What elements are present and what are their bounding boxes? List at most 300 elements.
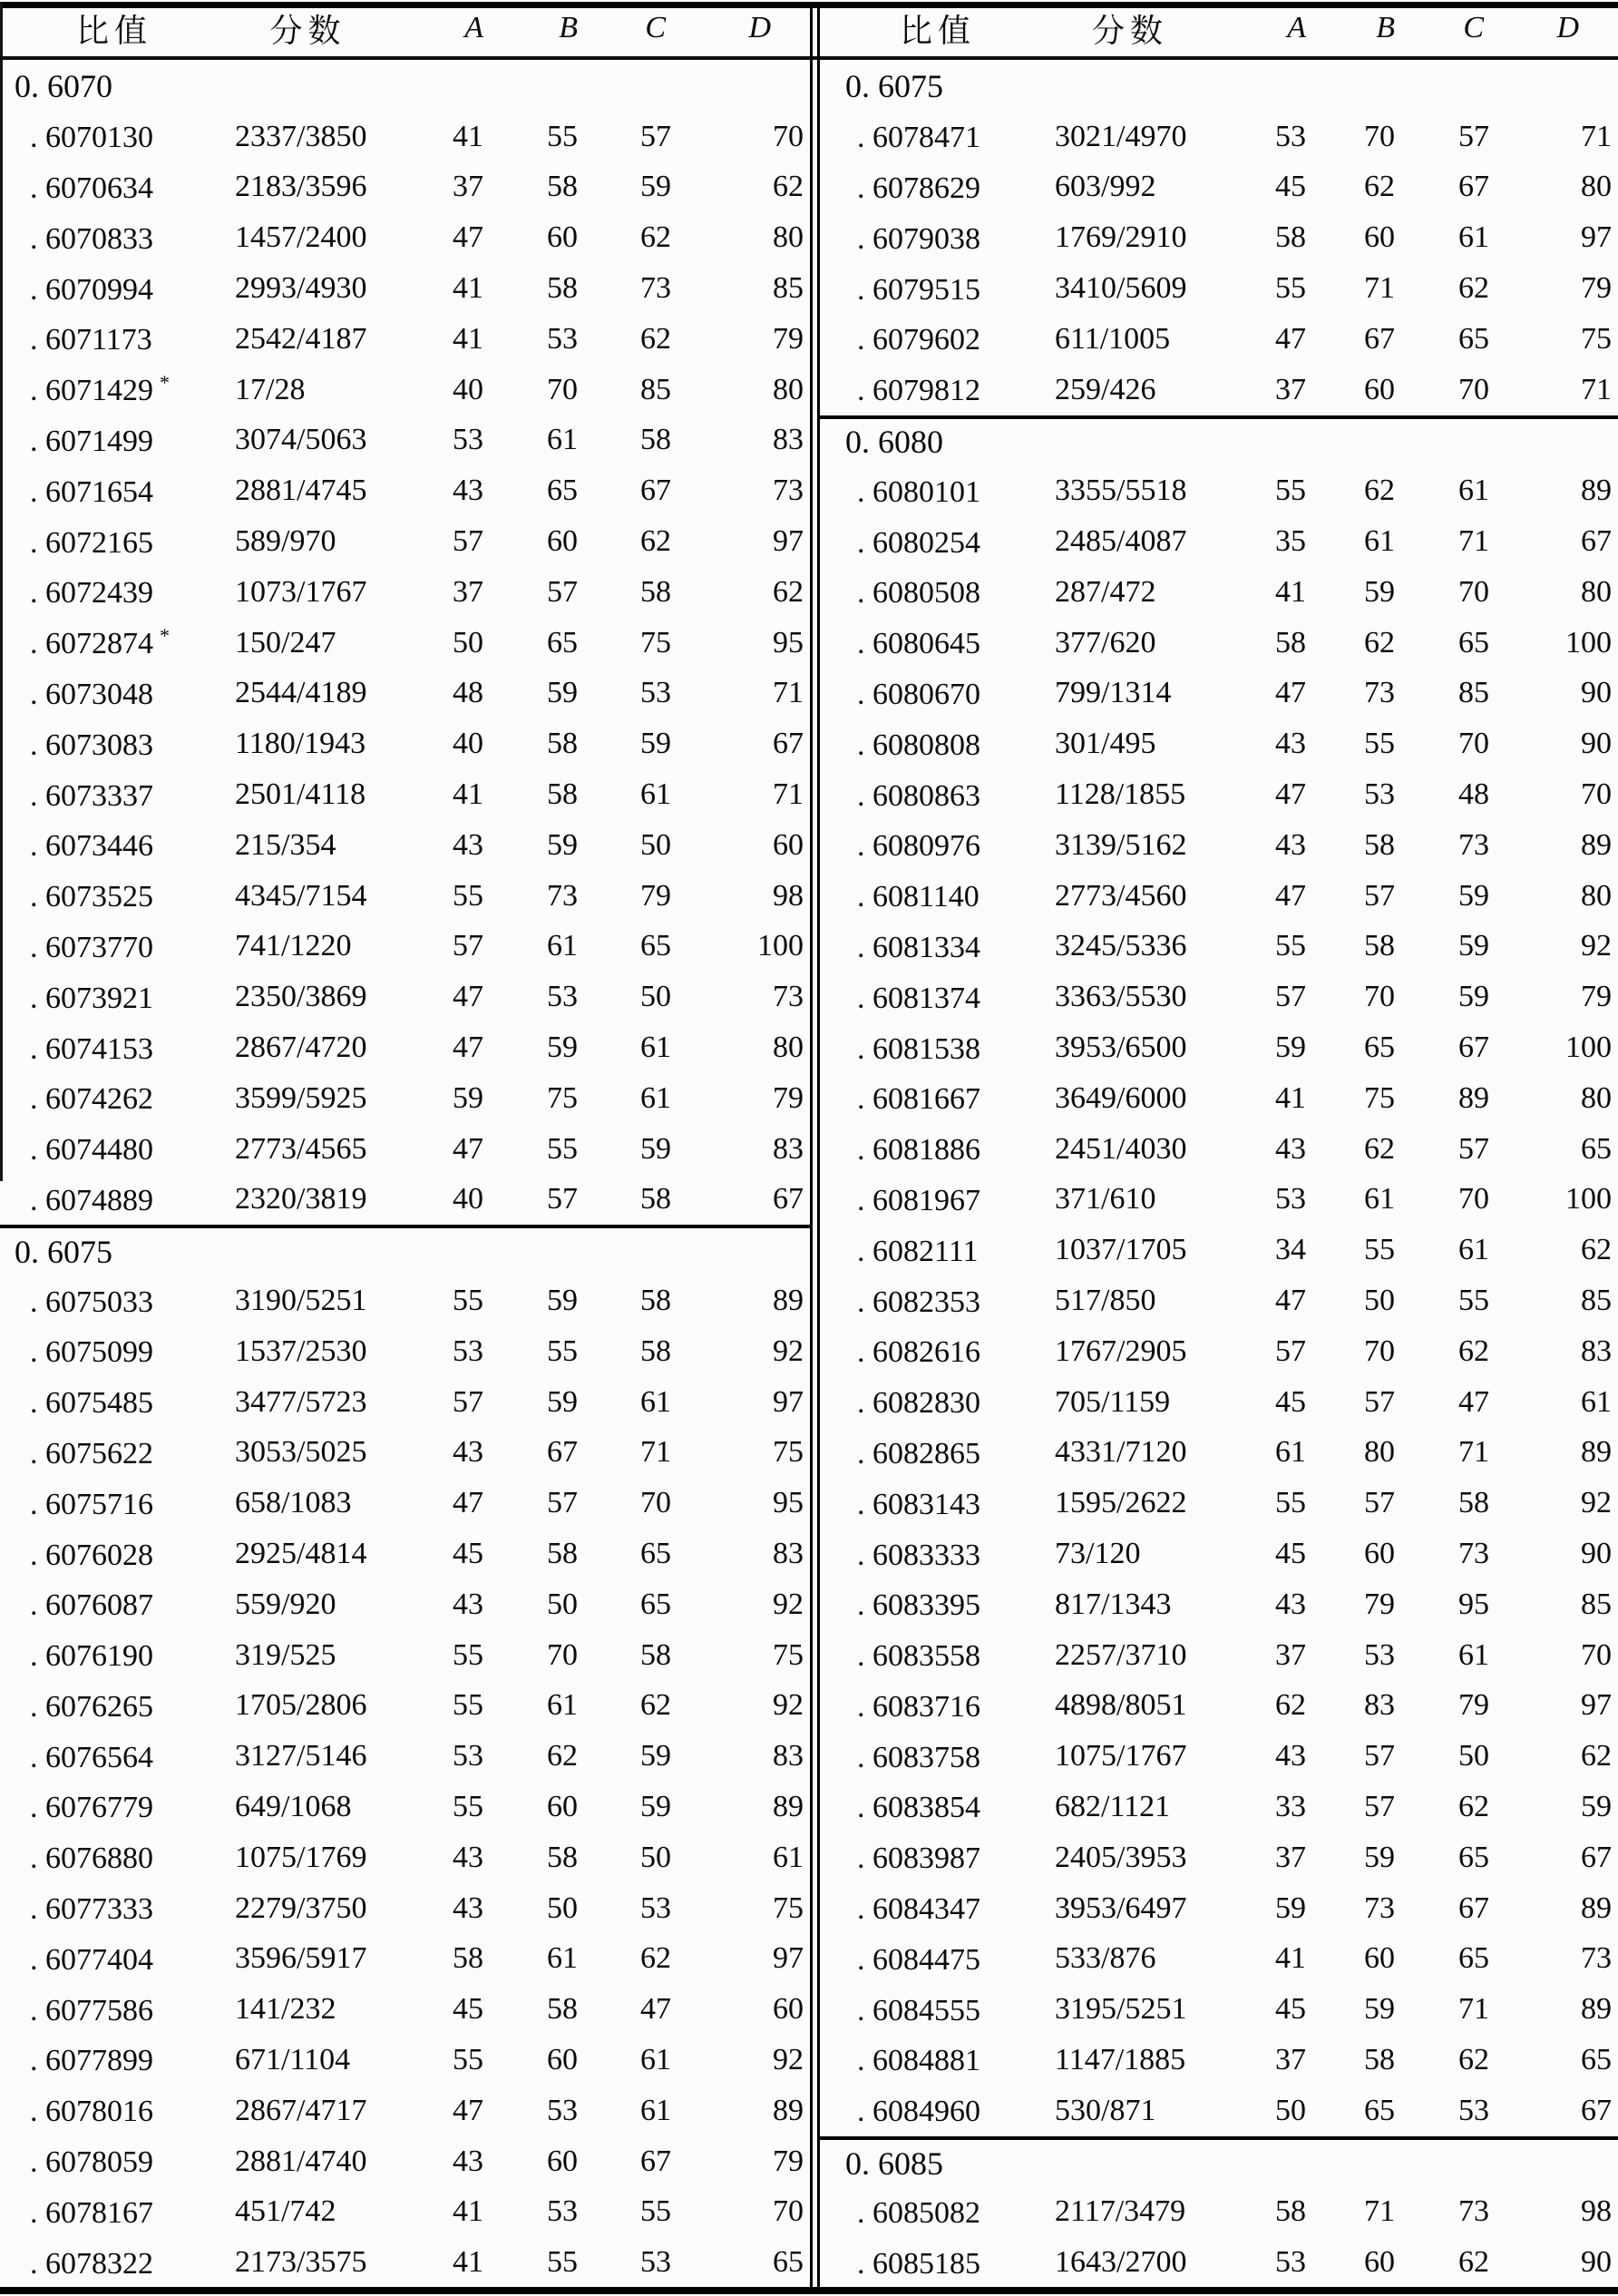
col-a-cell: 47 (453, 1486, 483, 1520)
fraction-cell: 1073/1767 (235, 574, 367, 609)
table-row (820, 2186, 1618, 2237)
ratio-cell (30, 2143, 235, 2180)
table-body-right (820, 61, 1618, 2288)
table-row (0, 465, 810, 516)
col-a-cell: 45 (453, 1537, 483, 1570)
col-b-cell: 53 (547, 980, 578, 1014)
col-a-cell: 41 (453, 271, 483, 306)
col-d-cell: 79 (1581, 271, 1612, 306)
fraction-cell: 658/1083 (235, 1486, 352, 1520)
ratio-cell (857, 1434, 1055, 1471)
col-a-cell: 43 (453, 1891, 483, 1925)
col-a-cell: 57 (1275, 1334, 1306, 1368)
fraction-cell: 1705/2806 (235, 1688, 367, 1723)
ratio-value: . 6073337 (30, 778, 153, 813)
ratio-cell (30, 270, 235, 308)
ratio-value: . 6072439 (30, 576, 153, 611)
table-row (0, 922, 810, 972)
fraction-cell: 73/120 (1055, 1537, 1141, 1570)
col-b-cell: 55 (547, 1334, 578, 1368)
col-a-cell: 55 (1275, 1486, 1306, 1520)
col-d-cell: 89 (773, 1789, 804, 1823)
col-b-cell: 75 (1364, 1080, 1395, 1115)
ratio-cell (30, 1130, 235, 1168)
col-c-cell: 55 (640, 2194, 671, 2229)
ratio-value: . 6083987 (857, 1842, 980, 1876)
col-d-cell: 62 (1581, 1739, 1612, 1773)
col-c-cell: 79 (640, 878, 671, 913)
fraction-cell: 2320/3819 (235, 1182, 367, 1216)
section-header-value: 0. 6085 (845, 2145, 943, 2182)
col-b-cell: 59 (547, 1284, 578, 1318)
ratio-value: . 6076028 (30, 1538, 153, 1572)
col-d-cell: 80 (773, 372, 804, 406)
fraction-cell: 3053/5025 (235, 1435, 367, 1470)
ratio-cell (30, 1890, 235, 1927)
ratio-value: . 6071173 (30, 323, 152, 357)
ratio-cell (30, 826, 235, 864)
col-a-cell: 47 (453, 980, 483, 1014)
section-header-row (0, 1225, 810, 1275)
col-b-cell: 58 (547, 1537, 578, 1570)
col-b-cell: 73 (547, 878, 578, 913)
col-c-cell: 57 (1458, 119, 1489, 153)
table-row (0, 2237, 810, 2288)
ratio-value: . 6070634 (30, 171, 153, 205)
ratio-value: . 6075099 (30, 1335, 153, 1370)
fraction-cell: 287/472 (1055, 574, 1156, 609)
fraction-cell: 4345/7154 (235, 878, 367, 913)
table-right-half (820, 0, 1618, 2296)
col-b-cell: 57 (547, 1486, 578, 1520)
col-d-cell: 89 (1581, 1891, 1612, 1925)
fraction-cell: 1128/1855 (1055, 777, 1186, 812)
col-d-cell: 62 (773, 574, 804, 609)
ratio-cell (857, 118, 1055, 155)
ratio-cell (857, 1586, 1055, 1623)
col-c-cell: 61 (640, 777, 671, 812)
col-a-cell: 41 (453, 777, 483, 812)
fraction-cell: 2773/4560 (1055, 878, 1187, 913)
col-b-cell: 73 (1364, 676, 1395, 710)
col-a-cell: 55 (453, 878, 483, 913)
col-d-cell: 80 (1581, 1080, 1612, 1115)
col-d-cell: 79 (773, 1080, 804, 1115)
col-d-cell: 60 (773, 1992, 804, 2027)
fraction-cell: 2279/3750 (235, 1891, 367, 1925)
ratio-value: . 6073083 (30, 728, 153, 762)
ratio-cell (857, 1738, 1055, 1775)
ratio-value: . 6083854 (857, 1791, 980, 1825)
center-double-divider (810, 2, 820, 2292)
ratio-value: . 6083333 (857, 1538, 980, 1572)
col-d-cell: 92 (1581, 1486, 1612, 1520)
col-c-cell: 53 (640, 2245, 671, 2280)
col-d-cell: 73 (773, 474, 804, 508)
ratio-cell (857, 1890, 1055, 1927)
ratio-cell (30, 1839, 235, 1876)
col-b-cell: 58 (1364, 929, 1395, 963)
table-row (0, 2035, 810, 2086)
col-c-cell: 71 (1458, 1992, 1489, 2027)
col-c-cell: 67 (1458, 170, 1489, 204)
ratio-value: . 6078322 (30, 2246, 153, 2281)
col-a-cell: 45 (1275, 170, 1306, 204)
col-c-cell: 47 (640, 1992, 671, 2027)
col-d-cell: 79 (773, 321, 804, 356)
ratio-value: . 6084960 (857, 2095, 980, 2129)
col-d-cell: 95 (773, 625, 804, 659)
ratio-value: . 6070994 (30, 272, 153, 307)
table-row (0, 516, 810, 567)
ratio-value: . 6085082 (857, 2195, 980, 2230)
fraction-cell: 3021/4970 (1055, 119, 1187, 153)
col-d-cell: 89 (1581, 474, 1612, 508)
ratio-cell (857, 1485, 1055, 1522)
col-d-cell: 67 (773, 727, 804, 761)
ratio-value: . 6075622 (30, 1436, 153, 1470)
table-row (820, 314, 1618, 365)
col-c-cell: 59 (1458, 878, 1489, 913)
ratio-value: . 6083716 (857, 1689, 980, 1724)
table-row (820, 465, 1618, 516)
col-c-cell: 50 (640, 1840, 671, 1874)
col-a-cell: 59 (1275, 1031, 1306, 1065)
ratio-value: . 6076190 (30, 1639, 153, 1674)
fraction-cell: 215/354 (235, 827, 336, 862)
ratio-value: . 6080508 (857, 576, 980, 611)
ratio-value: . 6071499 (30, 424, 153, 458)
ratio-value: . 6080645 (857, 627, 980, 661)
table-row (820, 1579, 1618, 1630)
ratio-value: . 6077404 (30, 1942, 153, 1977)
table-row (820, 1681, 1618, 1732)
col-a-cell: 58 (1275, 2194, 1306, 2229)
col-d-cell: 89 (1581, 1992, 1612, 2027)
col-d-cell: 97 (1581, 220, 1612, 255)
col-a-cell: 45 (453, 1992, 483, 2027)
col-d-cell: 61 (773, 1840, 804, 1874)
ratio-value: . 6084475 (857, 1942, 980, 1977)
col-c-cell: 95 (1458, 1587, 1489, 1621)
ratio-cell (857, 573, 1055, 611)
ratio-cell (30, 1586, 235, 1623)
col-b-cell: 80 (1364, 1435, 1395, 1470)
col-d-cell: 98 (1581, 2194, 1612, 2229)
table-row (820, 263, 1618, 314)
col-d-cell: 70 (1581, 1637, 1612, 1672)
col-d-cell: 61 (1581, 1384, 1612, 1419)
fraction-cell: 3477/5723 (235, 1384, 367, 1419)
fraction-cell: 451/742 (235, 2194, 336, 2229)
table-row (0, 1933, 810, 1984)
table-row (0, 871, 810, 922)
col-a-cell: 43 (453, 474, 483, 508)
col-a-cell: 45 (1275, 1992, 1306, 2027)
fraction-cell: 3953/6500 (1055, 1031, 1187, 1065)
col-c-cell: 67 (1458, 1891, 1489, 1925)
col-c-cell: 89 (1458, 1080, 1489, 1115)
col-c-cell: 50 (640, 980, 671, 1014)
section-header-row (820, 61, 1618, 112)
col-a-cell: 47 (1275, 777, 1306, 812)
col-b-cell: 60 (1364, 1537, 1395, 1570)
col-b-cell: 57 (547, 1182, 578, 1216)
header-col-a: A (464, 11, 483, 44)
col-d-cell: 71 (1581, 119, 1612, 153)
column-header-row (0, 0, 810, 56)
ratio-cell (857, 371, 1055, 408)
ratio-cell (857, 320, 1055, 357)
ratio-cell (30, 1687, 235, 1724)
col-c-cell: 59 (640, 1739, 671, 1773)
table-row (820, 567, 1618, 618)
col-b-cell: 60 (1364, 220, 1395, 255)
fraction-cell: 2117/3479 (1055, 2194, 1186, 2229)
fraction-cell: 301/495 (1055, 727, 1156, 761)
section-header-value: 0. 6075 (845, 67, 943, 104)
table-row (0, 162, 810, 213)
col-b-cell: 73 (1364, 1891, 1395, 1925)
ratio-value: . 6080101 (857, 474, 980, 509)
col-d-cell: 73 (1581, 1941, 1612, 1976)
header-ratio-label: 比值 (899, 12, 976, 49)
col-a-cell: 43 (1275, 1131, 1306, 1166)
col-b-cell: 58 (547, 727, 578, 761)
col-c-cell: 53 (640, 1891, 671, 1925)
fraction-cell: 799/1314 (1055, 676, 1172, 710)
col-c-cell: 61 (640, 1080, 671, 1115)
col-c-cell: 50 (1458, 1739, 1489, 1773)
ratio-cell (857, 726, 1055, 763)
table-row (0, 972, 810, 1022)
table-row (0, 1529, 810, 1579)
ratio-cell (30, 1383, 235, 1421)
ratio-value: . 6080254 (857, 525, 980, 560)
col-b-cell: 70 (1364, 980, 1395, 1014)
col-b-cell: 59 (1364, 1992, 1395, 2027)
ratio-value: . 6073048 (30, 677, 153, 711)
ratio-value: . 6077586 (30, 1993, 153, 2027)
table-row (0, 415, 810, 466)
bottom-border-rule (0, 2287, 1618, 2294)
ratio-cell (857, 1030, 1055, 1067)
ratio-cell (857, 270, 1055, 308)
col-b-cell: 60 (547, 1789, 578, 1823)
col-c-cell: 50 (640, 827, 671, 862)
fraction-cell: 3139/5162 (1055, 827, 1187, 862)
col-d-cell: 92 (773, 1688, 804, 1723)
col-c-cell: 59 (640, 727, 671, 761)
col-d-cell: 73 (773, 980, 804, 1014)
table-row (0, 2186, 810, 2237)
col-b-cell: 61 (547, 1688, 578, 1723)
col-c-cell: 59 (1458, 929, 1489, 963)
col-d-cell: 80 (1581, 170, 1612, 204)
ratio-cell (30, 422, 235, 459)
col-d-cell: 79 (773, 2144, 804, 2178)
table-row (820, 618, 1618, 669)
table-row (820, 1529, 1618, 1579)
table-row (0, 1832, 810, 1883)
table-row (820, 1124, 1618, 1175)
ratio-cell (30, 1788, 235, 1825)
ratio-value: . 6082865 (857, 1436, 980, 1470)
table-row (820, 2035, 1618, 2086)
fraction-cell: 2773/4565 (235, 1131, 367, 1166)
col-d-cell: 80 (773, 220, 804, 255)
table-row (820, 1478, 1618, 1529)
col-d-cell: 97 (1581, 1688, 1612, 1723)
col-c-cell: 61 (640, 1031, 671, 1065)
col-a-cell: 57 (453, 929, 483, 963)
col-b-cell: 58 (1364, 827, 1395, 862)
col-c-cell: 61 (1458, 1637, 1489, 1672)
fraction-cell: 671/1104 (235, 2042, 351, 2076)
col-a-cell: 43 (453, 1840, 483, 1874)
col-b-cell: 57 (1364, 878, 1395, 913)
ratio-cell (857, 826, 1055, 864)
col-a-cell: 53 (453, 423, 483, 457)
ratio-value: . 6075485 (30, 1386, 153, 1421)
col-b-cell: 60 (547, 220, 578, 255)
col-d-cell: 65 (1581, 1131, 1612, 1166)
col-c-cell: 62 (640, 1688, 671, 1723)
col-c-cell: 62 (640, 220, 671, 255)
ratio-value: . 6078629 (857, 171, 980, 205)
table-row (0, 365, 810, 415)
col-d-cell: 100 (757, 929, 804, 963)
fraction-cell: 1595/2622 (1055, 1486, 1187, 1520)
table-row (820, 1883, 1618, 1934)
col-c-cell: 58 (640, 1284, 671, 1318)
ratio-cell (30, 675, 235, 712)
fraction-cell: 1147/1885 (1055, 2042, 1186, 2076)
ratio-cell (30, 1181, 235, 1218)
star-marker: * (160, 371, 170, 395)
fraction-cell: 4331/7120 (1055, 1435, 1187, 1470)
ratio-cell (857, 1991, 1055, 2028)
header-col-b: B (559, 11, 578, 44)
col-c-cell: 58 (640, 1637, 671, 1672)
fraction-cell: 1537/2530 (235, 1334, 367, 1368)
col-a-cell: 37 (1275, 372, 1306, 406)
col-c-cell: 62 (1458, 2245, 1489, 2280)
ratio-cell (30, 1030, 235, 1067)
col-a-cell: 47 (1275, 676, 1306, 710)
col-b-cell: 58 (547, 1840, 578, 1874)
star-marker: * (160, 624, 170, 648)
col-a-cell: 58 (1275, 220, 1306, 255)
table-row (0, 1124, 810, 1175)
fraction-cell: 3127/5146 (235, 1739, 367, 1773)
column-header-row (820, 0, 1618, 56)
table-row (0, 820, 810, 871)
col-b-cell: 62 (1364, 625, 1395, 659)
table-row (0, 1478, 810, 1529)
col-b-cell: 60 (547, 524, 578, 559)
fraction-cell: 3195/5251 (1055, 1992, 1187, 2027)
col-a-cell: 53 (453, 1739, 483, 1773)
ratio-cell (857, 169, 1055, 206)
col-a-cell: 43 (1275, 1739, 1306, 1773)
ratio-cell (857, 1536, 1055, 1573)
col-c-cell: 62 (640, 524, 671, 559)
col-d-cell: 79 (1581, 980, 1612, 1014)
col-b-cell: 83 (1364, 1688, 1395, 1723)
col-c-cell: 71 (1458, 1435, 1489, 1470)
col-a-cell: 57 (453, 524, 483, 559)
col-c-cell: 70 (1458, 574, 1489, 609)
col-c-cell: 62 (1458, 2042, 1489, 2076)
col-b-cell: 53 (547, 2093, 578, 2127)
col-d-cell: 90 (1581, 676, 1612, 710)
header-fraction-label: 分数 (269, 12, 346, 49)
col-d-cell: 67 (1581, 1840, 1612, 1874)
col-b-cell: 50 (547, 1891, 578, 1925)
col-d-cell: 92 (773, 1334, 804, 1368)
table-row (820, 871, 1618, 922)
table-row (0, 112, 810, 162)
col-a-cell: 53 (1275, 2245, 1306, 2280)
fraction-cell: 3190/5251 (235, 1284, 367, 1318)
ratio-cell (30, 979, 235, 1016)
ratio-value: . 6075033 (30, 1285, 153, 1319)
table-row (0, 1022, 810, 1073)
table-row (820, 365, 1618, 415)
col-a-cell: 53 (1275, 119, 1306, 153)
ratio-value: . 6080976 (857, 829, 980, 864)
table-row (820, 1782, 1618, 1832)
ratio-value: . 6080863 (857, 778, 980, 813)
col-b-cell: 75 (547, 1080, 578, 1115)
col-a-cell: 37 (453, 170, 483, 204)
col-c-cell: 59 (640, 1131, 671, 1166)
col-b-cell: 53 (1364, 777, 1395, 812)
ratio-value: . 6078016 (30, 2095, 153, 2129)
col-b-cell: 67 (1364, 321, 1395, 356)
ratio-cell (857, 2092, 1055, 2129)
ratio-value: . 6083395 (857, 1588, 980, 1623)
col-b-cell: 61 (547, 929, 578, 963)
col-d-cell: 95 (773, 1486, 804, 1520)
ratio-value: . 6078059 (30, 2145, 153, 2180)
table-row (0, 1326, 810, 1377)
fraction-cell: 603/992 (1055, 170, 1156, 204)
section-header-row (0, 61, 810, 112)
ratio-value: . 6084347 (857, 1892, 980, 1927)
table-row (0, 1579, 810, 1630)
col-d-cell: 65 (1581, 2042, 1612, 2076)
ratio-value: . 6085185 (857, 2246, 980, 2281)
col-a-cell: 37 (1275, 2042, 1306, 2076)
table-row (820, 820, 1618, 871)
ratio-value: . 6081374 (857, 981, 980, 1015)
col-b-cell: 58 (547, 777, 578, 812)
fraction-cell: 1767/2905 (1055, 1334, 1187, 1368)
ratio-cell (857, 1940, 1055, 1978)
col-d-cell: 67 (1581, 2093, 1612, 2127)
col-b-cell: 59 (1364, 1840, 1395, 1874)
fraction-cell: 2350/3869 (235, 980, 367, 1014)
col-a-cell: 47 (1275, 321, 1306, 356)
col-a-cell: 55 (453, 1688, 483, 1723)
ratio-cell (30, 1637, 235, 1674)
col-a-cell: 43 (1275, 1587, 1306, 1621)
table-row (820, 718, 1618, 769)
ratio-cell (857, 1839, 1055, 1876)
fraction-cell: 2257/3710 (1055, 1637, 1187, 1672)
